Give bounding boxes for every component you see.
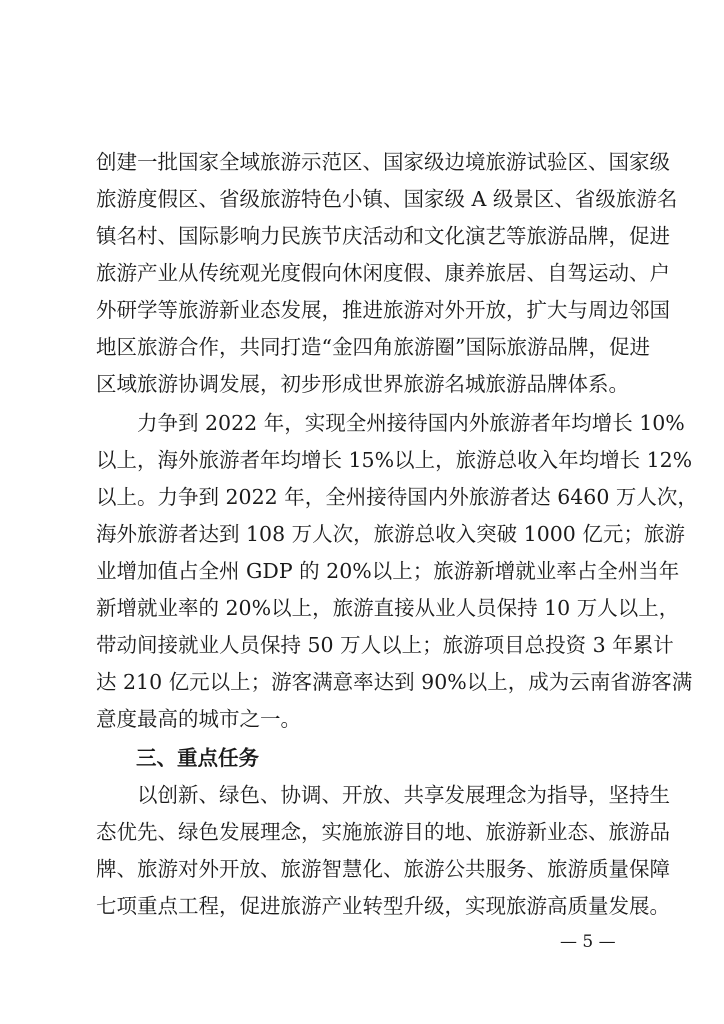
paragraph-line: 以创新、绿色、协调、开放、共享发展理念为指导，坚持生 [137, 783, 670, 807]
paragraph-line: 态优先、绿色发展理念，实施旅游目的地、旅游新业态、旅游品 [96, 820, 670, 844]
paragraph-line: 外研学等旅游新业态发展，推进旅游对外开放，扩大与周边邻国 [96, 298, 670, 322]
paragraph-line: 创建一批国家全域旅游示范区、国家级边境旅游试验区、国家级 [96, 150, 670, 174]
paragraph-targets [96, 405, 698, 738]
paragraph-line: 地区旅游合作，共同打造“金四角旅游圈”国际旅游品牌，促进 [96, 335, 650, 359]
paragraph-line: 旅游度假区、省级旅游特色小镇、国家级 A 级景区、省级旅游名 [96, 187, 678, 211]
paragraph-line: 达 210 亿元以上；游客满意率达到 90%以上，成为云南省游客满 [96, 670, 693, 694]
paragraph-line: 区域旅游协调发展，初步形成世界旅游名城旅游品牌体系。 [96, 372, 629, 396]
paragraph-brand-building [96, 144, 678, 403]
paragraph-line: 旅游产业从传统观光度假向休闲度假、康养旅居、自驾运动、户 [96, 261, 670, 285]
paragraph-line: 新增就业率的 20%以上，旅游直接从业人员保持 10 万人以上， [96, 596, 680, 620]
paragraph-line: 镇名村、国际影响力民族节庆活动和文化演艺等旅游品牌，促进 [96, 224, 670, 248]
paragraph-line: 带动间接就业人员保持 50 万人以上；旅游项目总投资 3 年累计 [96, 633, 674, 657]
paragraph-line: 牌、旅游对外开放、旅游智慧化、旅游公共服务、旅游质量保障 [96, 857, 670, 881]
page-number: — 5 — [560, 932, 616, 952]
paragraph-line: 意度最高的城市之一。 [96, 707, 301, 731]
paragraph-key-tasks [96, 777, 670, 925]
paragraph-line: 以上，海外旅游者年均增长 15%以上，旅游总收入年均增长 12% [96, 448, 693, 472]
section-heading: 三、重点任务 [136, 746, 259, 770]
paragraph-line: 海外旅游者达到 108 万人次，旅游总收入突破 1000 亿元；旅游 [96, 522, 685, 546]
paragraph-line: 力争到 2022 年，实现全州接待国内外旅游者年均增长 10% [137, 411, 685, 435]
paragraph-line: 七项重点工程，促进旅游产业转型升级，实现旅游高质量发展。 [96, 894, 670, 918]
paragraph-line: 以上。力争到 2022 年，全州接待国内外旅游者达 6460 万人次， [96, 485, 698, 509]
paragraph-line: 业增加值占全州 GDP 的 20%以上；旅游新增就业率占全州当年 [96, 559, 680, 583]
